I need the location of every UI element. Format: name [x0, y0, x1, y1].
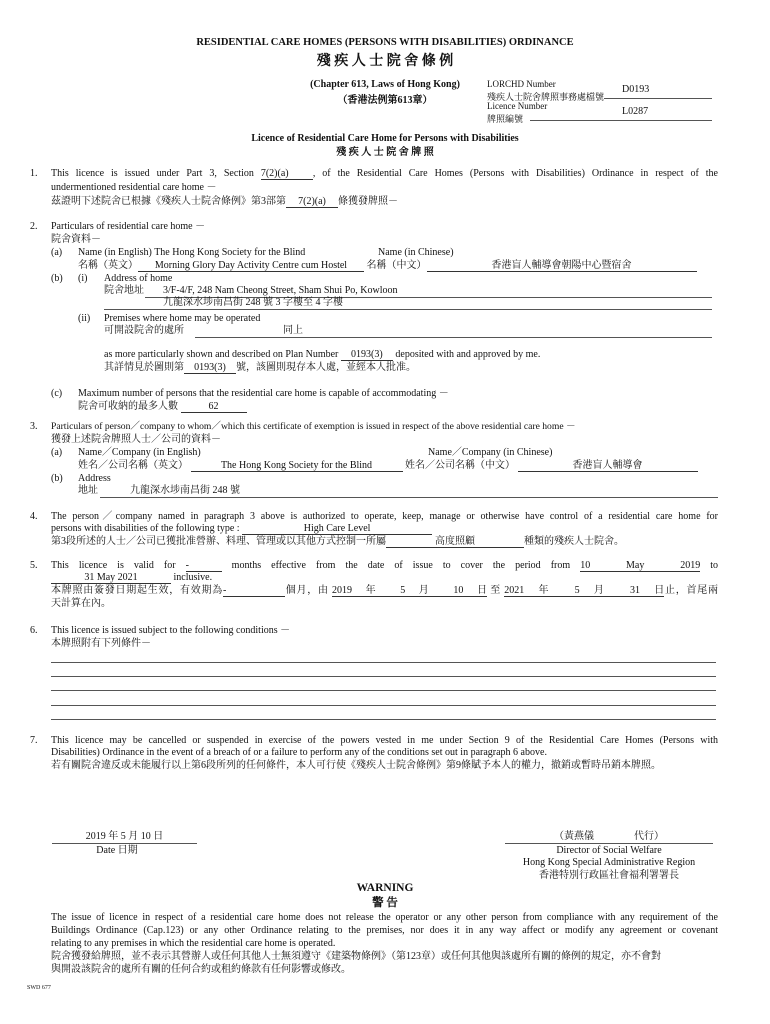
issue-date: 2019 年 5 月 10 日: [85, 831, 164, 842]
premises-underline: [195, 337, 712, 338]
section-5-text-en: This licence is valid for - months effective from the date of issue to cover the period from 10 May 2019 to: [51, 560, 719, 571]
address-underline-2: [104, 309, 712, 310]
home-name-zh-label: Name (in Chinese): [378, 247, 454, 258]
operator-address-label-zh: 地址: [78, 485, 98, 496]
condition-line: [51, 662, 716, 663]
operator-name-zh-label: Name／Company (in Chinese): [428, 447, 553, 458]
warning-title-en: WARNING: [356, 882, 414, 894]
section-6-number: 6.: [30, 625, 38, 636]
lorchd-underline: [604, 98, 712, 99]
section-5-text-en-cont: 31 May 2021 inclusive.: [51, 572, 212, 584]
item-c-label: (c): [51, 388, 63, 399]
capacity-row: 院舍可收納的最多人數 62: [78, 401, 247, 413]
lorchd-number: D0193: [622, 84, 650, 95]
valid-months: -: [186, 560, 222, 572]
section-3-number: 3.: [30, 421, 38, 432]
plan-text-en: as more particularly shown and described on Plan Number 0193(3) deposited with and approved by me.: [104, 349, 541, 360]
item-b-label: (b): [51, 473, 63, 484]
operator-name-en: The Hong Kong Society for the Blind: [191, 460, 403, 472]
section-2-number: 2.: [30, 221, 38, 232]
warning-text-en-2: Buildings Ordinance (Cap.123) or any other Ordinance relating to the premises, nor does it in any way affect or modify any agreement or covenant: [51, 925, 718, 936]
licence-title-zh: 殘 疾 人 士 院 舍 牌 照: [336, 147, 434, 158]
signer-name: （黃燕儀 代行）: [554, 831, 664, 842]
plan-number-zh: 0193(3): [184, 362, 236, 374]
address-label-zh: 院舍地址: [104, 285, 144, 296]
chapter-zh: （香港法例第613章）: [337, 95, 433, 106]
operator-address-underline: [100, 497, 718, 498]
section-1-text-en-cont: undermentioned residential care home －: [51, 182, 217, 193]
condition-line: [51, 676, 716, 677]
address-label-en: Address of home: [104, 273, 173, 284]
section-1-number: 1.: [30, 168, 38, 179]
section-6-text-zh: 本牌照附有下列條件－: [51, 638, 151, 649]
condition-line: [51, 719, 716, 720]
operator-name-row: 姓名／公司名稱（英文） The Hong Kong Society for the Blind 姓名／公司名稱（中文） 香港盲人輔導會: [78, 460, 698, 472]
warning-text-zh-2: 與開設該院舍的處所有關的任何合約或租約條款有任何影響或修改。: [51, 964, 351, 975]
item-b-label: (b): [51, 273, 63, 284]
section-2-heading-en: Particulars of residential care home －: [51, 221, 206, 232]
home-address-en: 3/F-4/F, 248 Nam Cheong Street, Sham Shui Po, Kowloon: [163, 285, 398, 296]
section-field-zh: 7(2)(a): [286, 196, 338, 208]
warning-text-en-3: relating to any premises in which the residential care home is operated.: [51, 938, 336, 949]
licence-number: L0287: [622, 106, 649, 117]
home-name-zh-value: 香港盲人輔導會朝陽中心暨宿舍: [427, 260, 697, 272]
date-label: Date 日期: [96, 845, 138, 856]
licence-number-underline: [530, 120, 712, 121]
section-1-text-en: This licence is issued under Part 3, Section 7(2)(a) , of the Residential Care Homes (Persons with Disabilities) Ordinance in respect of the: [51, 168, 718, 179]
warning-text-zh-1: 院舍獲發給牌照，並不表示其營辦人或任何其他人士無須遵守《建築物條例》（第123章）或任何其他與該處所有關的條例的規定，亦不會對: [51, 951, 661, 962]
home-type-en: High Care Level: [242, 523, 432, 535]
section-5-text-zh: 本牌照由簽發日期起生效，有效期為- 個月，由 2019 年 5 月 10 日 至 2021 年 5 月 31 日止，首尾兩: [51, 585, 718, 596]
home-name-en-label: Name (in English) The Hong Kong Society for the Blind: [78, 247, 306, 258]
condition-line: [51, 705, 716, 706]
section-7-text-zh: 若有關院舍違反或未能履行以上第6段所列的任何條件，本人可行使《殘疾人士院舍條例》第9條賦予本人的權力，撤銷或暫時吊銷本牌照。: [51, 760, 661, 771]
home-name-en-line1: The Hong Kong Society for the Blind: [154, 247, 306, 258]
plan-text-zh: 其詳情見於圖則第 0193(3) 號，該圖則現存本人處，並經本人批准。: [104, 362, 416, 373]
operator-name-zh: 香港盲人輔導會: [518, 460, 698, 472]
signer-title-2: Hong Kong Special Administrative Region: [522, 857, 696, 868]
section-4-text-zh: 第3段所述的人士／公司已獲批准營辦、料理、管理或以其他方式控制一所屬 高度照顧 種類的殘疾人士院舍。: [51, 536, 624, 547]
condition-line: [51, 690, 716, 691]
date-underline: [52, 843, 197, 844]
licence-number-label-en: Licence Number: [487, 101, 548, 111]
licence-number-label-zh: 牌照編號: [487, 114, 524, 124]
item-ii-label: (ii): [78, 313, 91, 324]
plan-number: 0193(3): [341, 349, 393, 361]
section-7-text-en-cont: Disabilities) Ordinance in the event of a breach of or a failure to perform any of the conditions set out in paragraph 6 above.: [51, 747, 547, 758]
warning-title-zh: 警 告: [372, 897, 398, 909]
section-field: 7(2)(a): [261, 168, 313, 180]
item-a-label: (a): [51, 247, 63, 258]
section-3-heading-zh: 獲發上述院舍牌照人士／公司的資料－: [51, 434, 221, 445]
section-4-text-en-cont: persons with disabilities of the following type : High Care Level: [51, 523, 432, 535]
form-code: SWD 677: [27, 985, 51, 991]
section-7-text-en: This licence may be cancelled or suspended in exercise of the powers vested in me under Section 9 of the Residential Care Homes (Persons with: [51, 735, 718, 746]
section-4-number: 4.: [30, 511, 38, 522]
operator-address: 九龍深水埗南昌街 248 號: [130, 485, 240, 496]
licence-title-en: Licence of Residential Care Home for Persons with Disabilities: [251, 133, 519, 144]
section-5-text-zh-cont: 天計算在內。: [51, 598, 111, 609]
valid-months-zh: -: [223, 585, 285, 597]
home-address-zh: 九龍深水埗南昌街 248 號 3 字樓至 4 字樓: [163, 297, 343, 308]
premises-label-zh: 可開設院舍的處所: [104, 325, 184, 336]
section-6-text-en: This licence is issued subject to the following conditions －: [51, 625, 291, 636]
lorchd-label-zh: 殘疾人士院舍牌照事務處檔號: [487, 92, 605, 102]
valid-to-zh: 2021 年 5 月 31 日: [504, 585, 665, 596]
signer-title-3: 香港特別行政區社會福利署署長: [539, 870, 679, 881]
capacity-value: 62: [181, 401, 247, 413]
section-1-text-zh: 茲證明下述院舍已根據《殘疾人士院舍條例》第3部第 7(2)(a) 條獲發牌照－: [51, 196, 398, 207]
lorchd-label-en: LORCHD Number: [487, 79, 556, 89]
section-5-number: 5.: [30, 560, 38, 571]
warning-text-en-1: The issue of licence in respect of a residential care home does not release the operator or any other person from compliance with any requirement of the: [51, 912, 718, 923]
section-2-heading-zh: 院舍資料－: [51, 234, 101, 245]
premises-label-en: Premises where home may be operated: [104, 313, 261, 324]
valid-to-en: 31 May 2021: [51, 572, 171, 584]
section-4-text-en: The person／company named in paragraph 3 above is authorized to operate, keep, manage or otherwise have control of a residential care home for: [51, 511, 718, 522]
signer-title-1: Director of Social Welfare: [556, 845, 662, 856]
chapter-en: (Chapter 613, Laws of Hong Kong): [310, 79, 460, 90]
section-7-number: 7.: [30, 735, 38, 746]
operator-address-label-en: Address: [78, 473, 111, 484]
premises-value: 同上: [283, 325, 303, 336]
valid-from-en: 10 May 2019: [580, 560, 701, 571]
ordinance-title-en: RESIDENTIAL CARE HOMES (PERSONS WITH DISABILITIES) ORDINANCE: [196, 37, 574, 48]
operator-name-en-label: Name／Company (in English): [78, 447, 201, 458]
item-a-label: (a): [51, 447, 63, 458]
home-name-en-row: 名稱（英文） Morning Glory Day Activity Centre cum Hostel 名稱（中文） 香港盲人輔導會朝陽中心暨宿舍: [78, 260, 697, 272]
home-type-zh: 高度照顧: [386, 536, 524, 548]
item-i-label: (i): [78, 273, 88, 284]
valid-from-zh: 2019 年 5 月 10 日: [332, 585, 487, 596]
capacity-label-en: Maximum number of persons that the residential care home is capable of accommodating －: [78, 388, 449, 399]
section-3-heading-en: Particulars of person／company to whom／which this certificate of exemption is issued in respect of the above residential care home －: [51, 421, 576, 432]
signature-underline: [505, 843, 713, 844]
home-name-en-line2: Morning Glory Day Activity Centre cum Hostel: [138, 260, 364, 272]
ordinance-title-zh: 殘 疾 人 士 院 舍 條 例: [316, 54, 454, 69]
